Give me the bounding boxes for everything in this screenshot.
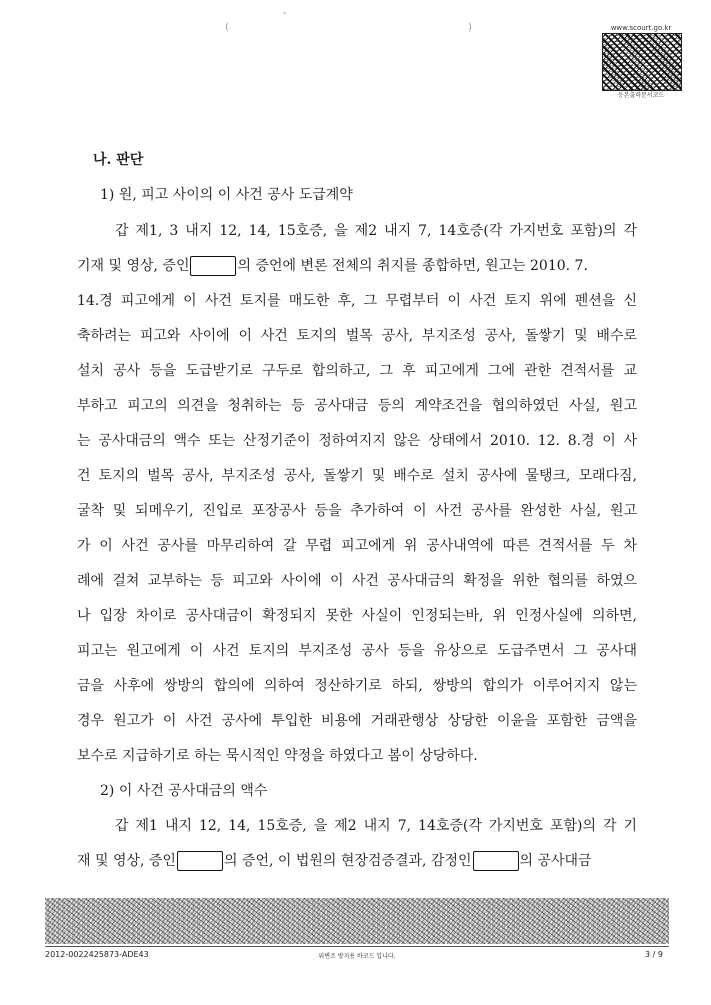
redaction-box bbox=[177, 851, 223, 871]
p1-line: 부하고 피고의 의견을 청취하는 등 공사대금 등의 계약조건을 협의하였던 사실, 원고 bbox=[77, 398, 637, 414]
p2-line: 갑 제1 내지 12, 14, 15호증, 을 제2 내지 7, 14호증(각 가지번호 포함)의 각 기 bbox=[115, 818, 637, 834]
p1-text: 기재 및 영상, 증인 bbox=[77, 258, 190, 274]
p1-line: 굴착 및 되메우기, 진입로 포장공사 등을 추가하여 이 사건 공사를 완성한 사실, 원고 bbox=[77, 503, 637, 519]
p1-line: 14.경 피고에게 이 사건 토지를 매도한 후, 그 무렵부터 이 사건 토지 위에 펜션을 신 bbox=[77, 293, 637, 309]
p1-line: 금을 사후에 쌍방의 합의에 의하여 정산하기로 하되, 쌍방의 합의가 이루어지지 않는 bbox=[77, 678, 637, 694]
p1-line: 축하려는 피고와 사이에 이 사건 토지의 벌목 공사, 부지조성 공사, 돌쌓기 및 배수로 bbox=[77, 328, 637, 344]
scan-mark: ( bbox=[225, 22, 229, 33]
p1-line: 설치 공사 등을 도급받기로 구두로 합의하고, 그 후 피고에게 그에 관한 견적서를 교 bbox=[77, 363, 637, 379]
page-number: 3 / 9 bbox=[645, 950, 663, 959]
p1-line: 례에 걸쳐 교부하는 등 피고와 사이에 이 사건 공사대금의 확정을 위한 협의를 하였으 bbox=[77, 573, 637, 589]
p1-line: 피고는 원고에게 이 사건 토지의 부지조성 공사 등을 유상으로 도급주면서 그 공사대 bbox=[77, 643, 637, 659]
p2-text: 의 증언, 이 법원의 현장검증결과, 감정인 bbox=[223, 853, 472, 869]
redaction-box bbox=[473, 851, 519, 871]
document-id: 2012-0022425873-ADE43 bbox=[45, 950, 149, 959]
p2-text: 재 및 영상, 증인 bbox=[77, 853, 176, 869]
p1-line: 갑 제1, 3 내지 12, 14, 15호증, 을 제2 내지 7, 14호증(각 가지번호 포함)의 각 bbox=[115, 223, 637, 239]
p1-text: 의 증언에 변론 전체의 취지를 종합하면, 원고는 2010. 7. bbox=[237, 258, 588, 274]
p1-line: 건 토지의 벌목 공사, 부지조성 공사, 돌쌓기 및 배수로 설치 공사에 물탱크, 모래다짐, bbox=[77, 468, 637, 484]
p1-line: 나 입장 차이로 공사대금이 확정되지 못한 사실이 인정되는바, 위 인정사실에 의하면, bbox=[77, 608, 637, 624]
footer-notice: 위변조 방지용 바코드 입니다. bbox=[318, 953, 396, 960]
p1-line: 보수로 지급하기로 하는 묵시적인 약정을 하였다고 봄이 상당하다. bbox=[77, 748, 478, 764]
p1-line bbox=[77, 256, 637, 276]
p2-text: 의 공사대금 bbox=[519, 853, 592, 869]
scan-mark: ˇ bbox=[282, 12, 287, 23]
section1-title: 1) 원, 피고 사이의 이 사건 공사 도급계약 bbox=[100, 187, 353, 203]
scan-mark: ) bbox=[468, 22, 472, 33]
section2-title: 2) 이 사건 공사대금의 액수 bbox=[100, 783, 268, 799]
footer bbox=[45, 946, 669, 963]
redaction-box bbox=[190, 256, 236, 276]
qr-url: www.scourt.go.kr bbox=[610, 24, 672, 32]
qr-label: 등본출력문서코드 bbox=[617, 92, 665, 99]
section-heading: 나. 판단 bbox=[93, 152, 144, 168]
anti-forgery-barcode bbox=[45, 898, 669, 944]
p1-line: 가 이 사건 공사를 마무리하여 갈 무렵 피고에게 위 공사내역에 따른 견적서를 두 차 bbox=[77, 538, 637, 554]
p1-line: 는 공사대금의 액수 또는 산정기준이 정하여지지 않은 상태에서 2010. 12. 8.경 이 사 bbox=[77, 433, 637, 449]
qr-code-image bbox=[602, 33, 682, 91]
p1-line: 경우 원고가 이 사건 공사에 투입한 비용에 거래관행상 상당한 이윤을 포함한 금액을 bbox=[77, 713, 637, 729]
p2-line bbox=[77, 851, 637, 871]
